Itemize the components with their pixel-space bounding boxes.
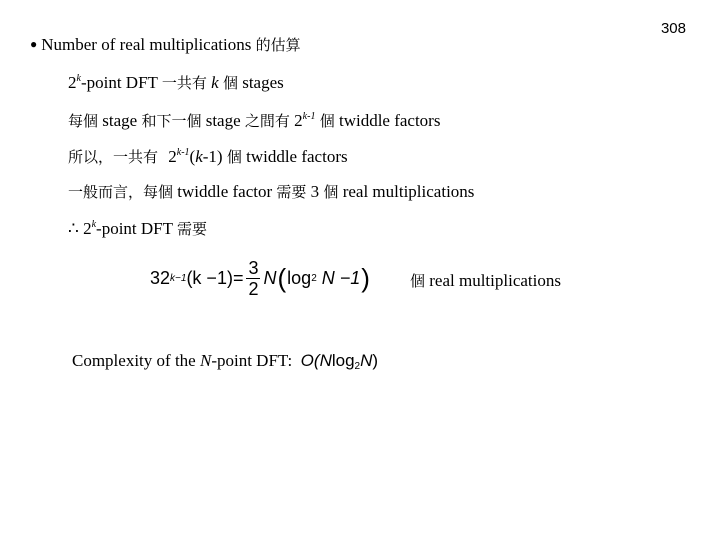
- text-zh: 個: [226, 148, 242, 166]
- line-mults-per-twiddle: [68, 181, 474, 202]
- power-base: 2: [294, 111, 303, 130]
- text-zh: 需要: [176, 220, 207, 238]
- text-zh: 個: [410, 272, 426, 290]
- text-zh: 需要: [276, 183, 307, 201]
- complexity-line: [72, 351, 378, 371]
- formula-exp: k−1: [170, 272, 187, 284]
- heading-text-zh: 的估算: [255, 36, 301, 54]
- log: log: [331, 351, 355, 370]
- formula-equals: =: [232, 268, 244, 288]
- formula-paren-open: (: [277, 263, 287, 293]
- var-k: k: [211, 73, 219, 92]
- var-n: N: [319, 351, 332, 370]
- formula-var-n: N: [263, 268, 277, 288]
- power-exp: k-1: [176, 147, 190, 158]
- text-zh: 一般而言，每個: [68, 183, 174, 201]
- text: real multiplications: [429, 271, 561, 290]
- text-zh: 所以，一共有: [68, 148, 159, 166]
- fraction-denominator: 2: [248, 279, 259, 299]
- text-zh: 個: [222, 74, 238, 92]
- var-k: k: [195, 147, 203, 166]
- power-base: 2: [168, 147, 177, 166]
- text: Complexity of the: [72, 351, 196, 370]
- paren-close: ): [372, 351, 379, 370]
- heading-text-en: Number of real multiplications: [41, 35, 252, 54]
- formula-fraction: [246, 259, 260, 298]
- text: stage: [102, 111, 138, 130]
- power-exp: k: [76, 73, 81, 84]
- bullet-icon: ●: [30, 37, 38, 51]
- power-exp: k-1: [302, 111, 316, 122]
- text-zh: 每個: [68, 112, 99, 130]
- power-base: 2: [83, 219, 92, 238]
- text: stages: [242, 73, 284, 92]
- line-therefore: [68, 218, 207, 239]
- therefore-symbol: ∴: [68, 219, 79, 238]
- var-n: N: [199, 351, 212, 370]
- big-o: O(: [300, 351, 320, 370]
- paren: -1): [202, 147, 223, 166]
- text: -point DFT:: [211, 351, 293, 370]
- formula-lhs-paren: (k −1): [186, 268, 233, 288]
- formula-paren-close: ): [361, 263, 370, 293]
- page-number: 308: [660, 20, 686, 37]
- power-exp: k: [91, 219, 97, 230]
- fraction-numerator: 3: [248, 258, 259, 278]
- text-zh: 一共有: [161, 74, 207, 92]
- line-twiddle-per-stage: [68, 110, 440, 131]
- text-zh: 和下一個: [141, 112, 202, 130]
- text-zh: 之間有: [244, 112, 290, 130]
- text-zh: 個: [319, 112, 335, 130]
- line-total-twiddle: [68, 146, 348, 167]
- text: stage: [205, 111, 241, 130]
- line-stages: [68, 72, 284, 93]
- formula-log: log: [287, 268, 312, 288]
- bullet-heading: [30, 34, 301, 55]
- power-base: 2: [68, 73, 77, 92]
- formula: 32 k−1 (k −1) = $\frac{3}{2}$ N ( log 2 N −1 ): [150, 258, 370, 299]
- text: twiddle factor: [177, 182, 273, 201]
- text: real multiplications: [342, 182, 475, 201]
- formula-log-arg: N −1: [321, 268, 361, 288]
- text-zh: 個: [323, 183, 339, 201]
- paren: (: [189, 147, 196, 166]
- formula-tail: [410, 270, 561, 291]
- var-n: N: [360, 351, 373, 370]
- text: -point DFT: [80, 73, 158, 92]
- log-base: 2: [354, 361, 361, 372]
- text: twiddle factors: [338, 111, 441, 130]
- text: -point DFT: [96, 219, 173, 238]
- big-o-expression: [301, 351, 378, 370]
- text: twiddle factors: [246, 147, 348, 166]
- number: 3: [310, 182, 320, 201]
- formula-coef: 32: [150, 268, 171, 288]
